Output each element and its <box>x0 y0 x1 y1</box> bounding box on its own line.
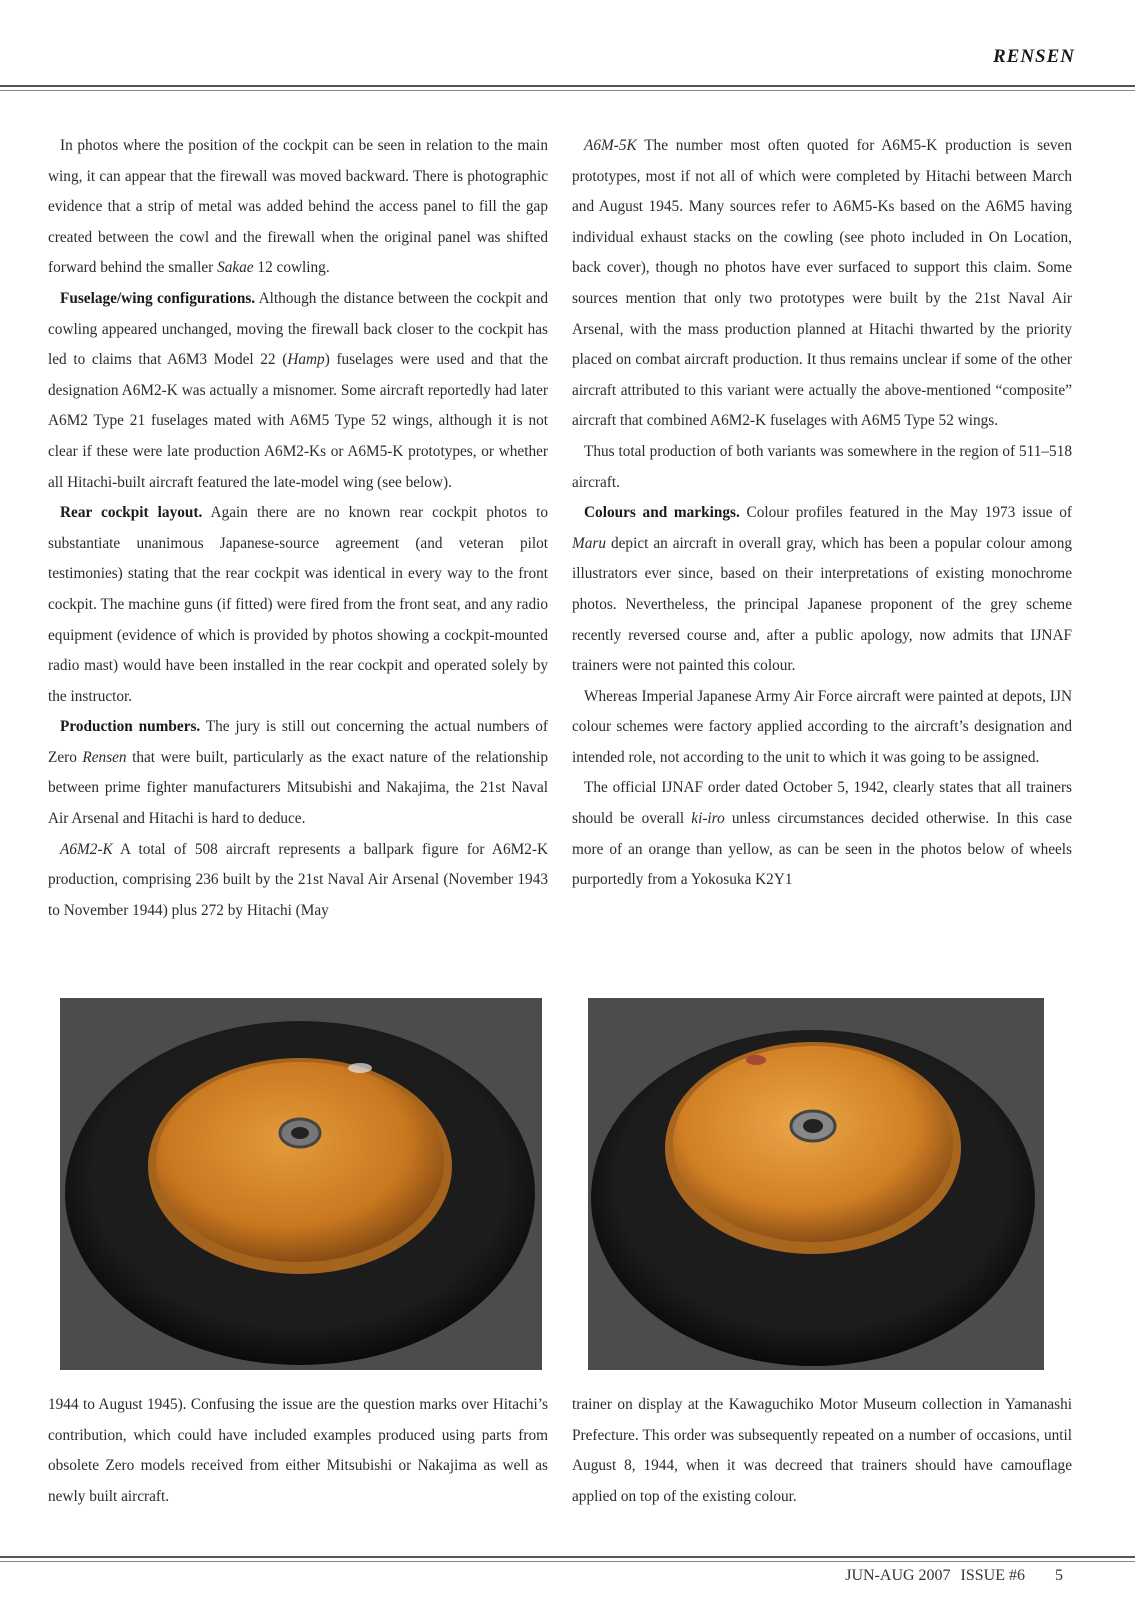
wheel-photo-right <box>588 998 1044 1370</box>
paragraph: Thus total production of both variants was somewhere in the region of 511–518 aircraft. <box>572 442 1072 491</box>
section-heading: Rear cockpit layout. <box>60 504 203 522</box>
paragraph: 1944 to August 1945). Confusing the issue are the question marks over Hitachi’s contribution, which could have included examples produced using parts from obsolete Zero models received from either Mitsubishi or Nakajima as well as newly built aircraft. <box>48 1396 548 1505</box>
footer-rule <box>0 1556 1135 1562</box>
issue-date: JUN-AUG 2007 <box>845 1567 951 1584</box>
left-column-bottom <box>48 1390 548 1512</box>
paragraph: Colours and markings. Colour profiles featured in the May 1973 issue of Maru depict an aircraft in overall gray, which has been a popular colour among illustrators ever since, based on their interpretations of existing monochrome photos. Nevertheless, the principal Japanese proponent of the grey scheme recently reversed course and, after a public apology, now admits that IJNAF trainers were not painted this colour. <box>572 504 1073 675</box>
paragraph: A6M-5K The number most often quoted for A6M5-K production is seven prototypes, most if not all of which were completed by Hitachi between March and August 1945. Many sources refer to A6M5-Ks based on the A6M5 having individual exhaust stacks on the cowling (see photo included in On Location, back cover), though no photos have ever surfaced to support this claim. Some sources mention that only two prototypes were built by the 21st Naval Air Arsenal, with the mass production planned at Hitachi thwarted by the priority placed on combat aircraft production. It thus remains unclear if some of the other aircraft attributed to this variant were actually the above-mentioned “composite” aircraft that combined A6M2-K fuselages with A6M5 Type 52 wings. <box>572 137 1072 430</box>
running-header: RENSEN <box>992 46 1075 67</box>
paragraph: trainer on display at the Kawaguchiko Motor Museum collection in Yamanashi Prefecture. This order was subsequently repeated on a number of occasions, until August 8, 1944, when it was decreed that trainers should have camouflage applied on top of the existing colour. <box>572 1396 1072 1505</box>
header-rule <box>0 85 1135 91</box>
paragraph: Whereas Imperial Japanese Army Air Force aircraft were painted at depots, IJN colour schemes were factory applied according to the aircraft’s designation and intended role, not according to the unit to which it was going to be assigned. <box>572 687 1072 766</box>
page-number: 5 <box>1055 1567 1063 1584</box>
issue-number: ISSUE #6 <box>960 1567 1025 1584</box>
section-heading: Production numbers. <box>60 718 201 736</box>
section-heading: Colours and markings. <box>584 504 740 522</box>
paragraph: Production numbers. The jury is still out concerning the actual numbers of Zero Rensen that were built, particularly as the exact nature of the relationship between prime fighter manufacturers Mitsubishi and Nakajima, the 21st Naval Air Arsenal and Hitachi is hard to deduce. <box>48 718 548 828</box>
paragraph: Rear cockpit layout. Again there are no known rear cockpit photos to substantiate unanimous Japanese-source agreement (and veteran pilot testimonies) stating that the rear cockpit was identical in every way to the front cockpit. The machine guns (if fitted) were fired from the front seat, and any radio equipment (evidence of which is provided by photos showing a cockpit-mounted radio mast) would have been installed in the rear cockpit and operated solely by the instructor. <box>48 504 548 705</box>
wheel-photo-left <box>60 998 542 1370</box>
paragraph: A6M2-K A total of 508 aircraft represents a ballpark figure for A6M2-K production, comprising 236 built by the 21st Naval Air Arsenal (November 1943 to November 1944) plus 272 by Hitachi (May <box>48 840 548 919</box>
right-column-top <box>572 131 1072 896</box>
paragraph: The official IJNAF order dated October 5, 1942, clearly states that all trainers should be overall ki-iro unless circumstances decided otherwise. In this case more of an orange than yellow, as can be seen in the photos below of wheels purportedly from a Yokosuka K2Y1 <box>572 779 1072 889</box>
paragraph: In photos where the position of the cockpit can be seen in relation to the main wing, it can appear that the firewall was moved backward. There is photographic evidence that a strip of metal was added behind the access panel to fill the gap created between the cowl and the firewall when the original panel was shifted forward behind the smaller Sakae 12 cowling. <box>48 137 548 277</box>
paragraph: Fuselage/wing configurations. Although the distance between the cockpit and cowling appeared unchanged, moving the firewall back closer to the cockpit has led to claims that A6M3 Model 22 (Hamp) fuselages were used and that the designation A6M2-K was actually a misnomer. Some aircraft reportedly had later A6M2 Type 21 fuselages mated with A6M5 Type 52 wings, although it is not clear if these were late production A6M2-Ks or A6M5-K prototypes, or whether all Hitachi-built aircraft featured the late-model wing (see below). <box>48 289 549 491</box>
page-footer <box>845 1567 1063 1585</box>
section-heading: Fuselage/wing configurations. <box>60 289 256 307</box>
right-column-bottom <box>572 1390 1072 1512</box>
left-column-top <box>48 131 548 926</box>
